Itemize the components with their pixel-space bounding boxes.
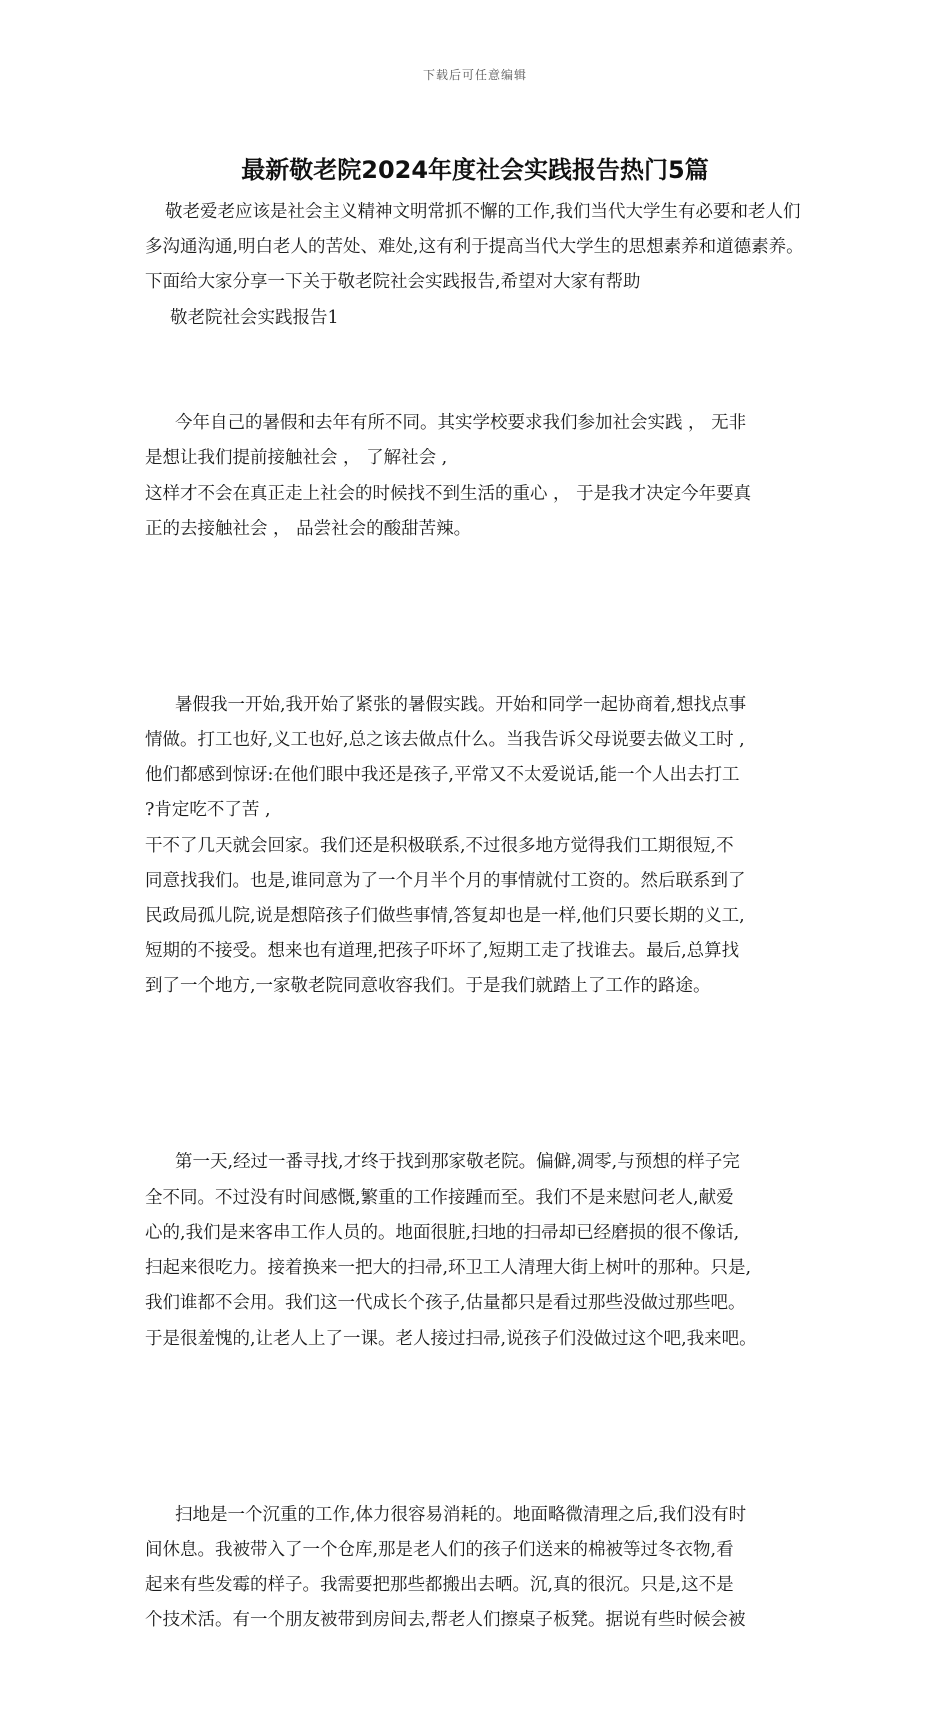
- paragraph-line: 今年自己的暑假和去年有所不同。其实学校要求我们参加社会实践 ， 无非: [175, 413, 747, 434]
- document-title: 最新敬老院2024年度社会实践报告热门5篇: [241, 156, 709, 184]
- paragraph-line: 是想让我们提前接触社会 ， 了解社会 ,: [145, 448, 448, 469]
- section-subtitle: 敬老院社会实践报告1: [170, 307, 339, 328]
- paragraph-line: 心的,我们是来客串工作人员的。地面很脏,扫地的扫帚却已经磨损的很不像话,: [145, 1222, 740, 1243]
- paragraph-line: 全不同。不过没有时间感慨,繁重的工作接踵而至。我们不是来慰问老人,献爱: [145, 1187, 734, 1208]
- paragraph-line: 我们谁都不会用。我们这一代成长个孩子,估量都只是看过那些没做过那些吧。: [145, 1293, 746, 1314]
- intro-paragraph: 敬老爱老应该是社会主义精神文明常抓不懈的工作,我们当代大学生有必要和老人们多沟通沟通,明白老人的苦处、难处,这有利于提高当代大学生的思想素养和道德素养。下面给大家分享一下关于敬老院社会实践报告,希望对大家有帮助: [145, 202, 804, 293]
- paragraph-line: 正的去接触社会 ， 品尝社会的酸甜苦辣。: [145, 518, 472, 539]
- paragraph-line: 于是很羞愧的,让老人上了一课。老人接过扫帚,说孩子们没做过这个吧,我来吧。: [145, 1328, 757, 1349]
- paragraph-line: 民政局孤儿院,说是想陪孩子们做些事情,答复却也是一样,他们只要长期的义工,: [145, 906, 745, 927]
- paragraph-line: 扫地是一个沉重的工作,体力很容易消耗的。地面略微清理之后,我们没有时: [175, 1504, 747, 1525]
- paragraph-3: [145, 1075, 810, 1427]
- document-body: [145, 195, 810, 1709]
- paragraph-line: 这样才不会在真正走上社会的时候找不到生活的重心 ， 于是我才决定今年要真: [145, 483, 752, 504]
- paragraph-4: [145, 1427, 810, 1709]
- paragraph-line: 扫起来很吃力。接着换来一把大的扫帚,环卫工人清理大街上树叶的那种。只是,: [145, 1258, 752, 1279]
- paragraph-line: 情做。打工也好,义工也好,总之该去做点什么。当我告诉父母说要去做义工时 ,: [145, 730, 745, 751]
- paragraph-line: 起来有些发霉的样子。我需要把那些都搬出去晒。沉,真的很沉。只是,这不是: [145, 1574, 734, 1595]
- paragraph-line: 暑假我一开始,我开始了紧张的暑假实践。开始和同学一起协商着,想找点事: [175, 694, 747, 715]
- paragraph-2: [145, 617, 810, 1075]
- paragraph-line: 第一天,经过一番寻找,才终于找到那家敬老院。偏僻,凋零,与预想的样子完: [175, 1152, 740, 1173]
- paragraph-line: 同意找我们。也是,谁同意为了一个月半个月的事情就付工资的。然后联系到了: [145, 870, 746, 891]
- paragraph-line: 他们都感到惊讶:在他们眼中我还是孩子,平常又不太爱说话,能一个人出去打工: [145, 765, 740, 786]
- paragraph-line: ?肯定吃不了苦 ,: [145, 800, 271, 821]
- paragraph-line: 短期的不接受。想来也有道理,把孩子吓坏了,短期工走了找谁去。最后,总算找: [145, 941, 740, 962]
- header-note: 下载后可任意编辑: [422, 68, 527, 82]
- paragraph-1: [145, 336, 810, 618]
- paragraph-line: 干不了几天就会回家。我们还是积极联系,不过很多地方觉得我们工期很短,不: [145, 835, 734, 856]
- paragraph-line: 个技术活。有一个朋友被带到房间去,帮老人们擦桌子板凳。据说有些时候会被: [145, 1610, 746, 1631]
- paragraph-line: 间休息。我被带入了一个仓库,那是老人们的孩子们送来的棉被等过冬衣物,看: [145, 1539, 734, 1560]
- paragraph-line: 到了一个地方,一家敬老院同意收容我们。于是我们就踏上了工作的路途。: [145, 976, 711, 997]
